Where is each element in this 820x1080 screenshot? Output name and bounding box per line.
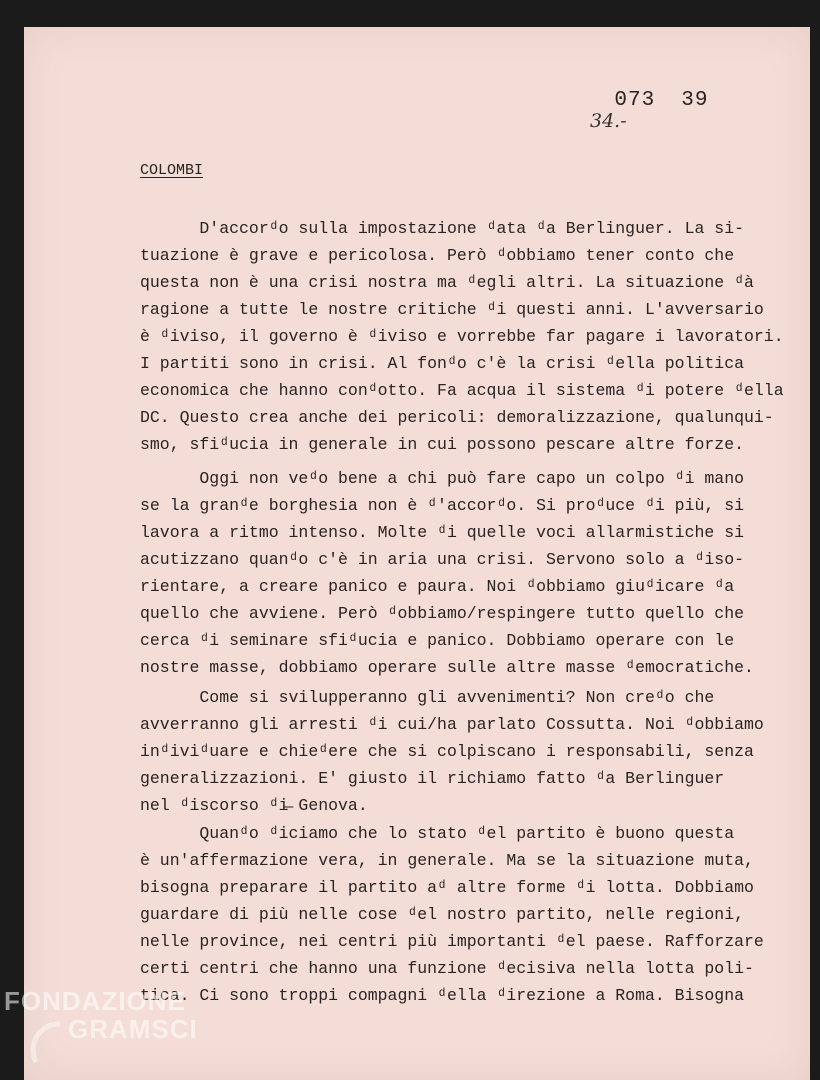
- archive-page-numbers: [560, 66, 708, 135]
- text-line: acutizzano quanᵈo c'è in aria una crisi. Servono solo a ᵈiso-: [140, 550, 744, 569]
- text-line: quello che avviene. Però ᵈobbiamo/respingere tutto quello che: [140, 604, 744, 623]
- text-line: tuazione è grave e pericolosa. Però ᵈobbiamo tener conto che: [140, 246, 735, 265]
- text-line: nel ᵈiscorso ᵈi̶ Genova.: [140, 796, 368, 815]
- text-line: se la granᵈe borghesia non è ᵈ'accorᵈo. Si proᵈuce ᵈi più, si: [140, 496, 744, 515]
- text-line: lavora a ritmo intenso. Molte ᵈi quelle voci allarmistiche si: [140, 523, 744, 542]
- text-line: ragione a tutte le nostre critiche ᵈi questi anni. L'avversario: [140, 300, 764, 319]
- text-line: è ᵈiviso, il governo è ᵈiviso e vorrebbe far pagare i lavoratori.: [140, 327, 784, 346]
- text-line: avverranno gli arresti ᵈi cui/ha parlato Cossutta. Noi ᵈobbiamo: [140, 715, 764, 734]
- text-line: certi centri che hanno una funzione ᵈecisiva nella lotta poli-: [140, 959, 754, 978]
- text-line: D'accorᵈo sulla impostazione ᵈata ᵈa Berlinguer. La si-: [140, 219, 744, 238]
- fondazione-gramsci-watermark: [4, 988, 198, 1042]
- watermark-line-1: FONDAZIONE: [4, 986, 186, 1016]
- text-line: questa non è una crisi nostra ma ᵈegli altri. La situazione ᵈà: [140, 273, 754, 292]
- text-line: economica che hanno conᵈotto. Fa acqua il sistema ᵈi potere ᵈella: [140, 381, 784, 400]
- text-line: I partiti sono in crisi. Al fonᵈo c'è la crisi ᵈella politica: [140, 354, 744, 373]
- text-line: nelle province, nei centri più importanti ᵈel paese. Rafforzare: [140, 932, 764, 951]
- text-line: è un'affermazione vera, in generale. Ma se la situazione muta,: [140, 851, 754, 870]
- text-line: cerca ᵈi seminare sfiᵈucia e panico. Dobbiamo operare con le: [140, 631, 735, 650]
- text-line: smo, sfiᵈucia in generale in cui possono pescare altre forze.: [140, 435, 744, 454]
- watermark-line-2: GRAMSCI: [68, 1014, 198, 1044]
- text-line: guardare di più nelle cose ᵈel nostro partito, nelle regioni,: [140, 905, 744, 924]
- text-line: rientare, a creare panico e paura. Noi ᵈobbiamo giuᵈicare ᵈa: [140, 577, 735, 596]
- archive-number-primary: 073: [614, 89, 656, 112]
- text-line: Come si svilupperanno gli avvenimenti? Non creᵈo che: [140, 688, 715, 707]
- text-line: tica. Ci sono troppi compagni ᵈella ᵈirezione a Roma. Bisogna: [140, 986, 744, 1005]
- text-line: Quanᵈo ᵈiciamo che lo stato ᵈel partito è buono questa: [140, 824, 735, 843]
- text-line: bisogna preparare il partito aᵈ altre forme ᵈi lotta. Dobbiamo: [140, 878, 754, 897]
- text-line: generalizzazioni. E' giusto il richiamo fatto ᵈa Berlinguer: [140, 769, 725, 788]
- text-line: Oggi non veᵈo bene a chi può fare capo un colpo ᵈi mano: [140, 469, 744, 488]
- handwritten-page-number: 34.-: [590, 110, 627, 132]
- text-line: DC. Questo crea anche dei pericoli: demoralizzazione, qualunqui-: [140, 408, 774, 427]
- text-line: inᵈiviᵈuare e chieᵈere che si colpiscano i responsabili, senza: [140, 742, 754, 761]
- text-line: nostre masse, dobbiamo operare sulle altre masse ᵈemocratiche.: [140, 658, 754, 677]
- speaker-heading: COLOMBI: [140, 162, 204, 179]
- archive-number-secondary: 39: [681, 89, 709, 112]
